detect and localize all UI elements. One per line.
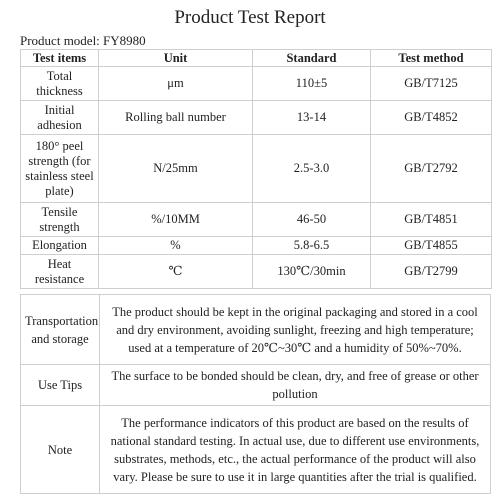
cell-standard: 5.8-6.5	[253, 237, 371, 255]
table-row	[21, 237, 492, 255]
table-row	[21, 255, 492, 289]
cell-method: GB/T4852	[371, 101, 492, 135]
table-row	[21, 203, 492, 237]
cell-method: GB/T2792	[371, 135, 492, 203]
header-test-items: Test items	[21, 50, 99, 67]
table-row	[21, 67, 492, 101]
cell-item: Total thickness	[21, 67, 99, 101]
cell-standard: 2.5-3.0	[253, 135, 371, 203]
note-row	[21, 365, 491, 406]
note-label: Use Tips	[21, 365, 100, 406]
table-header-row	[21, 50, 492, 67]
cell-standard: 110±5	[253, 67, 371, 101]
cell-method: GB/T7125	[371, 67, 492, 101]
header-unit: Unit	[99, 50, 253, 67]
cell-standard: 46-50	[253, 203, 371, 237]
note-text: The surface to be bonded should be clean, dry, and free of grease or other pollution	[100, 365, 491, 406]
note-label: Note	[21, 406, 100, 494]
cell-unit: Rolling ball number	[99, 101, 253, 135]
cell-item: Heat resistance	[21, 255, 99, 289]
cell-unit: μm	[99, 67, 253, 101]
product-model: Product model: FY8980	[20, 33, 146, 48]
notes-table	[20, 294, 491, 494]
cell-method: GB/T4851	[371, 203, 492, 237]
cell-item: 180° peel strength (for stainless steel plate)	[21, 135, 99, 203]
note-row	[21, 406, 491, 494]
table-row	[21, 101, 492, 135]
cell-standard: 13-14	[253, 101, 371, 135]
spec-table	[20, 49, 492, 289]
cell-item: Elongation	[21, 237, 99, 255]
cell-unit: ℃	[99, 255, 253, 289]
cell-standard: 130℃/30min	[253, 255, 371, 289]
note-text: The performance indicators of this product are based on the results of national standard testing. In actual use, due to different use environments, substrates, methods, etc., the actual performance of the product will also vary. Please be sure to use it in large quantities after the trial is qualified.	[100, 406, 491, 494]
note-text: The product should be kept in the original packaging and stored in a cool and dry environment, avoiding sunlight, freezing and high temperature; used at a temperature of 20℃~30℃ and a humidity of 50%~70%.	[100, 295, 491, 365]
cell-item: Initial adhesion	[21, 101, 99, 135]
note-label: Transportation and storage	[21, 295, 100, 365]
cell-method: GB/T4855	[371, 237, 492, 255]
cell-item: Tensile strength	[21, 203, 99, 237]
cell-method: GB/T2799	[371, 255, 492, 289]
page-title: Product Test Report	[174, 7, 326, 28]
table-row	[21, 135, 492, 203]
header-standard: Standard	[253, 50, 371, 67]
cell-unit: N/25mm	[99, 135, 253, 203]
note-row	[21, 295, 491, 365]
cell-unit: %	[99, 237, 253, 255]
header-test-method: Test method	[371, 50, 492, 67]
cell-unit: %/10MM	[99, 203, 253, 237]
